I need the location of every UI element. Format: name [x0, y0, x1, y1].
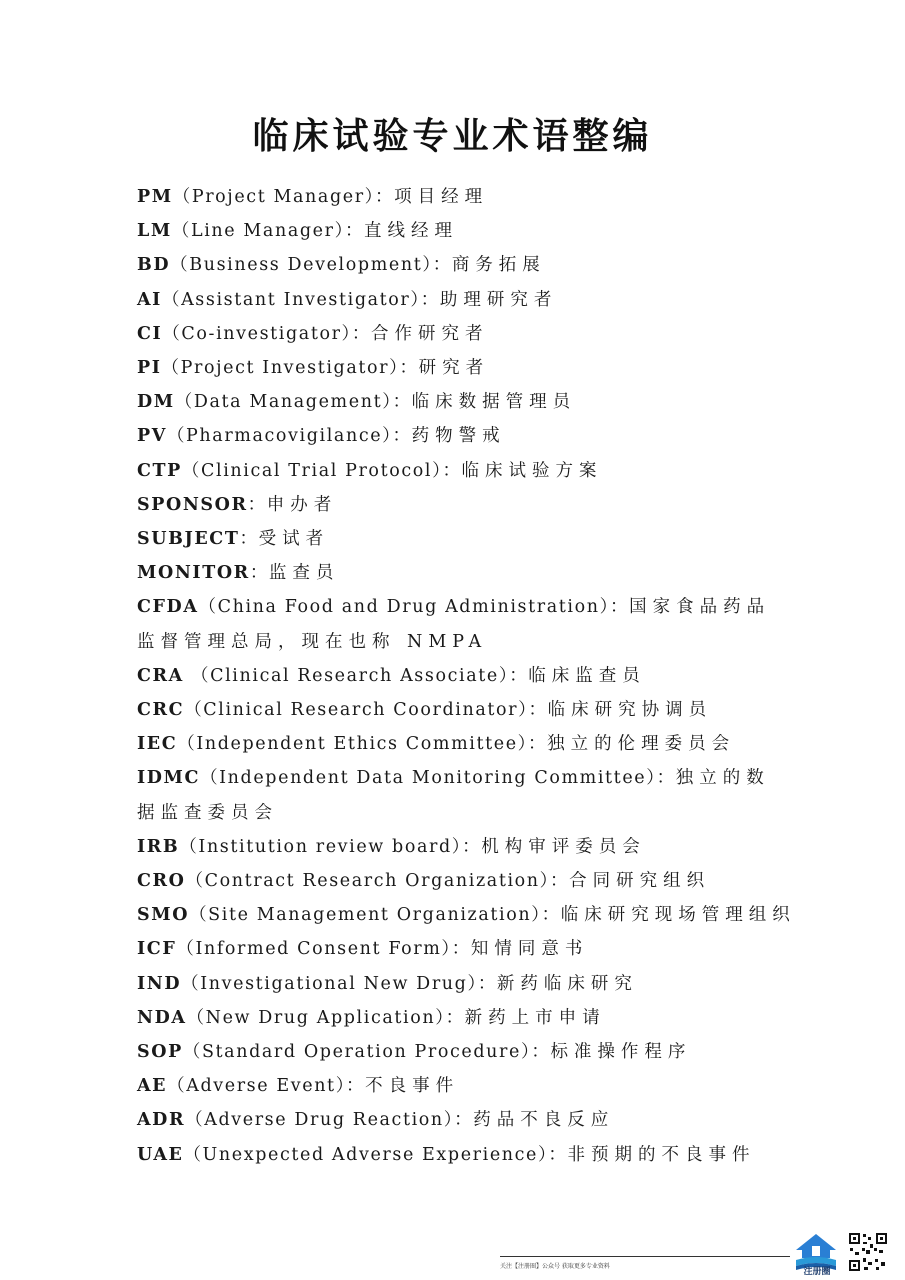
term-entry — [137, 1138, 777, 1172]
term-abbreviation: IRB — [137, 836, 180, 857]
term-entry — [137, 248, 777, 282]
term-abbreviation: BD — [137, 255, 171, 276]
term-full-name: （Business Development） — [170, 255, 433, 276]
logo-text: 注册圈 — [803, 1267, 831, 1277]
term-separator: ： — [451, 939, 471, 960]
term-abbreviation: IDMC — [137, 768, 201, 789]
term-full-name: （Clinical Trial Protocol） — [181, 460, 443, 481]
term-full-name: （Contract Research Organization） — [185, 871, 551, 892]
term-separator: ： — [541, 905, 561, 926]
term-full-name: （Co-investigator） — [162, 323, 352, 344]
term-chinese: 直线经理 — [364, 221, 459, 242]
term-abbreviation: IEC — [137, 734, 178, 755]
term-abbreviation: CRO — [137, 871, 186, 892]
term-full-name: （Clinical Research Coordinator） — [184, 700, 529, 721]
term-abbreviation: CRA — [137, 665, 184, 686]
term-separator: ： — [656, 768, 676, 789]
term-chinese: 临床数据管理员 — [411, 392, 577, 413]
term-chinese: 合作研究者 — [371, 323, 489, 344]
term-separator: ： — [550, 871, 570, 892]
term-full-name: （Independent Data Monitoring Committee） — [200, 768, 657, 789]
term-chinese: 新药临床研究 — [496, 973, 638, 994]
term-full-name: （Assistant Investigator） — [161, 289, 421, 310]
term-separator: ： — [531, 1042, 551, 1063]
term-abbreviation: UAE — [137, 1144, 184, 1165]
term-separator: ： — [528, 700, 548, 721]
term-separator: ： — [249, 563, 269, 584]
term-entry — [137, 727, 777, 761]
term-list — [137, 180, 796, 1172]
term-chinese: 合同研究组织 — [569, 871, 711, 892]
term-entry — [137, 864, 777, 898]
term-full-name: （New Drug Application） — [186, 1007, 446, 1028]
term-separator: ： — [392, 392, 412, 413]
term-entry — [137, 283, 777, 317]
term-chinese: 研究者 — [418, 358, 490, 379]
term-chinese: 不良事件 — [365, 1076, 460, 1097]
term-chinese: 商务拓展 — [451, 255, 546, 276]
term-full-name: （Line Manager） — [171, 221, 345, 242]
term-separator: ： — [344, 221, 365, 242]
term-entry — [137, 693, 777, 727]
term-entry — [137, 761, 777, 829]
term-separator: ： — [462, 836, 482, 857]
term-full-name: （Data Management） — [174, 392, 393, 413]
term-entry — [137, 898, 796, 932]
term-separator: ： — [399, 358, 419, 379]
term-abbreviation: PI — [137, 358, 162, 379]
term-full-name: （Clinical Research Associate） — [183, 665, 510, 686]
term-abbreviation: AI — [137, 289, 162, 310]
term-separator: ： — [420, 289, 440, 310]
term-abbreviation: MONITOR — [137, 563, 250, 584]
term-full-name: （Unexpected Adverse Experience） — [183, 1144, 549, 1165]
term-abbreviation: CTP — [137, 460, 182, 481]
term-entry — [137, 659, 777, 693]
term-chinese: 非预期的不良事件 — [567, 1144, 756, 1165]
term-entry — [137, 590, 777, 658]
term-entry — [137, 522, 777, 556]
term-full-name: （Pharmacovigilance） — [166, 426, 393, 447]
term-entry — [137, 385, 777, 419]
term-entry — [137, 351, 777, 385]
term-abbreviation: ICF — [137, 939, 177, 960]
term-abbreviation: ADR — [137, 1110, 186, 1131]
term-abbreviation: CRC — [137, 700, 185, 721]
term-entry — [137, 1035, 777, 1069]
term-separator: ： — [509, 665, 529, 686]
qr-code-icon — [848, 1232, 888, 1272]
term-separator: ： — [239, 529, 259, 550]
term-chinese: 临床监查员 — [528, 665, 646, 686]
term-separator: ： — [477, 973, 497, 994]
term-entry — [137, 1001, 777, 1035]
term-abbreviation: CFDA — [137, 597, 199, 618]
term-entry — [137, 1069, 777, 1103]
term-separator: ： — [454, 1110, 474, 1131]
term-separator: ： — [432, 255, 452, 276]
term-abbreviation: SUBJECT — [137, 529, 240, 550]
term-entry — [137, 317, 777, 351]
term-chinese: 机构审评委员会 — [481, 836, 646, 857]
term-separator: ： — [528, 734, 548, 755]
term-separator: ： — [442, 460, 462, 481]
term-chinese: 监查员 — [268, 563, 340, 584]
term-entry — [137, 1103, 777, 1137]
term-separator: ： — [375, 187, 395, 207]
term-chinese: 药物警戒 — [411, 426, 506, 447]
term-chinese: 独立的数据监查委员会 — [137, 768, 770, 823]
term-separator: ： — [609, 597, 630, 618]
term-entry — [137, 556, 777, 590]
term-chinese: 标准操作程序 — [550, 1042, 692, 1063]
term-chinese: 新药上市申请 — [464, 1007, 606, 1028]
term-entry — [137, 488, 777, 522]
term-abbreviation: CI — [137, 323, 163, 344]
term-chinese: 临床研究现场管理组织 — [560, 905, 796, 926]
term-separator: ： — [548, 1144, 568, 1165]
term-separator: ： — [392, 426, 412, 447]
term-full-name: （Investigational New Drug） — [181, 973, 478, 994]
term-separator: ： — [346, 1076, 366, 1097]
term-chinese: 助理研究者 — [439, 289, 558, 310]
term-entry — [137, 830, 777, 864]
term-separator: ： — [351, 323, 372, 344]
term-chinese: 临床试验方案 — [461, 460, 603, 481]
term-chinese: 项目经理 — [394, 187, 489, 207]
term-entry — [137, 214, 777, 248]
term-abbreviation: NDA — [137, 1007, 187, 1028]
term-chinese: 临床研究协调员 — [547, 700, 713, 721]
term-full-name: （Standard Operation Procedure） — [182, 1042, 532, 1063]
term-chinese: 独立的伦理委员会 — [547, 734, 736, 755]
term-full-name: （Project Manager） — [172, 187, 376, 207]
term-abbreviation: PM — [137, 187, 173, 207]
term-abbreviation: PV — [137, 426, 167, 447]
term-chinese: 知情同意书 — [470, 939, 589, 960]
term-entry — [137, 932, 777, 966]
term-entry — [137, 419, 777, 453]
term-full-name: （Site Management Organization） — [189, 905, 542, 926]
term-abbreviation: SMO — [137, 905, 190, 926]
term-full-name: （Adverse Drug Reaction） — [185, 1110, 455, 1131]
page-title: 临床试验专业术语整编 — [252, 115, 653, 157]
term-abbreviation: SOP — [137, 1042, 183, 1063]
term-full-name: （Institution review board） — [179, 836, 463, 857]
term-abbreviation: IND — [137, 973, 182, 994]
term-full-name: （Project Investigator） — [161, 358, 400, 379]
term-abbreviation: AE — [137, 1076, 168, 1097]
term-separator: ： — [445, 1007, 465, 1028]
term-abbreviation: SPONSOR — [137, 494, 248, 515]
term-chinese: 国家食品药品监督管理总局，现在也称 NMPA — [137, 597, 771, 652]
term-abbreviation: LM — [137, 221, 172, 242]
term-full-name: （Adverse Event） — [167, 1076, 347, 1097]
term-full-name: （Independent Ethics Committee） — [177, 734, 529, 755]
term-chinese: 药品不良反应 — [473, 1110, 615, 1131]
term-entry — [137, 454, 777, 488]
term-entry — [137, 180, 777, 214]
term-separator: ： — [247, 494, 267, 515]
term-chinese: 受试者 — [258, 529, 330, 550]
footer-note: 关注【注册圈】公众号 获取更多专业资料 — [500, 1256, 790, 1270]
term-entry — [137, 967, 777, 1001]
term-chinese: 申办者 — [266, 494, 338, 515]
term-abbreviation: DM — [137, 392, 175, 413]
term-full-name: （Informed Consent Form） — [176, 939, 452, 960]
term-full-name: （China Food and Drug Administration） — [198, 597, 610, 618]
